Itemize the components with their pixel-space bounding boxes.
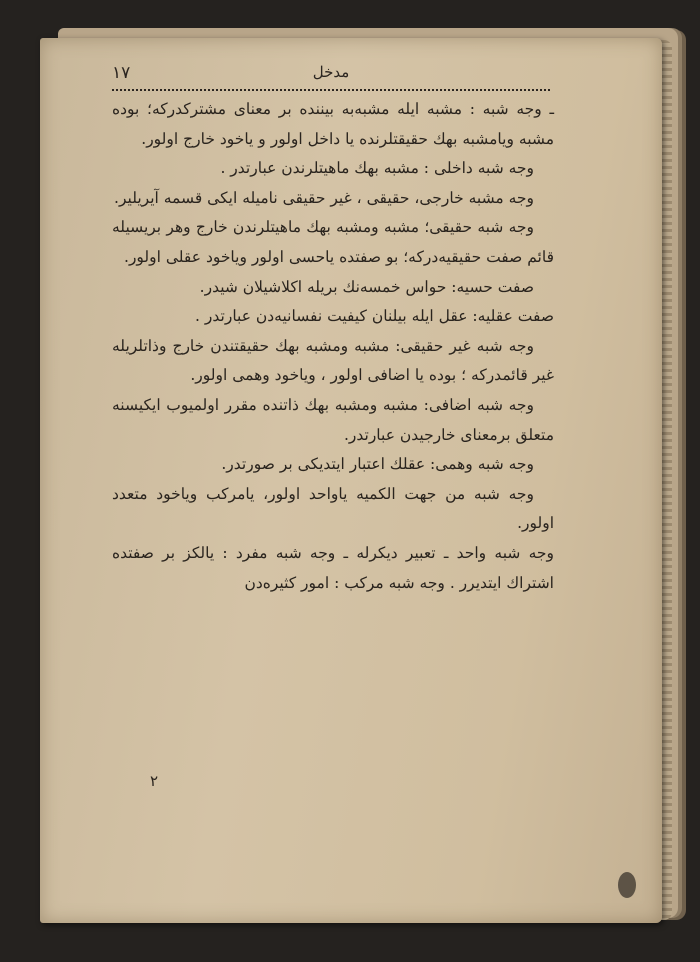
paragraph: صفت عقلیه: عقل ایله بیلنان کیفیت نفسانیه‌دن عبارتدر . bbox=[195, 307, 554, 326]
ink-stain bbox=[618, 872, 636, 898]
paragraph: صفت حسیه: حواس خمسه‌نك بریله اکلاشیلان شیدر. bbox=[199, 277, 534, 296]
signature-mark: ٢ bbox=[150, 772, 159, 790]
page-number: ١٧ bbox=[112, 63, 131, 83]
paragraph: وجه شبه وهمی: عقلك اعتبار ایتدیکی بر صورتدر. bbox=[221, 455, 534, 474]
paragraph: وجه شبه من جهت الکمیه یاواحد اولور، یامرکب ویاخود متعدد اولور. bbox=[112, 484, 554, 533]
body-text bbox=[112, 95, 554, 598]
paragraph: وجه شبه داخلی : مشبه بهك ماهیتلرندن عبارتدر . bbox=[220, 159, 534, 178]
paragraph: وجه شبه حقیقی؛ مشبه ومشبه بهك ماهیتلرندن خارج وهر بریسیله قائم صفت حقیقیه‌درکه؛ بو صفتده یاحسی اولور ویاخود عقلی اولور. bbox=[112, 218, 554, 266]
paragraph: وجه شبه غیر حقیقی: مشبه ومشبه بهك حقیقتندن خارج وذاتلریله غیر قائمدرکه ؛ بوده یا اضافی اولور ، ویاخود وهمی اولور. bbox=[112, 336, 554, 385]
page-header bbox=[112, 63, 550, 91]
paragraph: وجه مشبه خارجی، حقیقی ، غیر حقیقی نامیله ایکی قسمه آیریلیر. bbox=[114, 188, 534, 207]
paragraph: وجه شبه واحد ـ تعبیر دیکرله ـ وجه شبه مفرد : یالکز بر صفتده اشتراك ایتدیرر . وجه شبه مرکب : امور کثیره‌دن bbox=[112, 543, 554, 592]
running-head: مدخل bbox=[312, 63, 350, 81]
paragraph: وجه شبه اضافی: مشبه ومشبه بهك ذاتنده مقرر اولمیوب ایکیسنه متعلق برمعنای خارجیدن عبارتدر. bbox=[112, 395, 554, 444]
paragraph: ـ وجه شبه : مشبه ایله مشبه‌به بیننده بر معنای مشترکدرکه؛ بوده مشبه ویامشبه بهك حقیقتلرنده یا داخل اولور و یاخود خارج اولور. bbox=[112, 100, 554, 148]
